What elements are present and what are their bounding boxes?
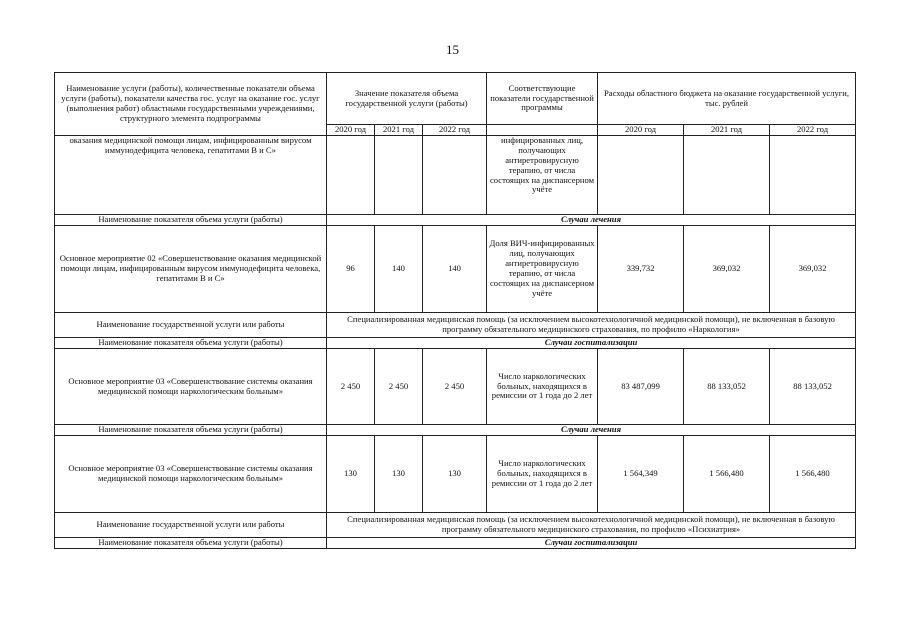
- page-number: 15: [446, 42, 459, 57]
- table-row: [55, 425, 856, 436]
- row-value: Случаи лечения: [327, 215, 856, 226]
- header-program-cell: Соответствующие показатели государственной программы: [487, 73, 598, 125]
- table-row: [55, 136, 856, 215]
- table-row: [55, 538, 856, 549]
- row-value: Специализированная медицинская помощь (за исключением высокотехнологичной медицинской помощи), не включенная в базовую программу обязательного медицинского страхования, по профилю «Наркология»: [327, 313, 856, 338]
- row-label: Наименование государственной услуги или работы: [55, 513, 327, 538]
- expense-cell: [684, 136, 770, 215]
- row-label: Наименование показателя объема услуги (работы): [55, 425, 327, 436]
- activity-name-cell: Основное мероприятие 02 «Совершенствование оказания медицинской помощи лицам, инфицированным вирусом иммунодефицита человека, гепатитами В и С»: [55, 226, 327, 313]
- table-row: [55, 313, 856, 338]
- program-indicator-cell: Число наркологических больных, находящихся в ремиссии от 1 года до 2 лет: [487, 349, 598, 425]
- value-cell: 130: [375, 436, 423, 513]
- expense-cell: [598, 136, 684, 215]
- expense-cell: 1 566,480: [770, 436, 856, 513]
- expense-year-2021: 2021 год: [684, 125, 770, 136]
- table-row: [55, 513, 856, 538]
- expense-cell: 83 487,099: [598, 349, 684, 425]
- activity-name-cell: Основное мероприятие 03 «Совершенствование системы оказания медицинской помощи наркологическим больным»: [55, 436, 327, 513]
- table-row: [55, 226, 856, 313]
- expense-cell: 88 133,052: [770, 349, 856, 425]
- budget-table: [54, 72, 856, 549]
- row-value: Специализированная медицинская помощь (за исключением высокотехнологичной медицинской помощи), не включенная в базовую программу обязательного медицинского страхования, по профилю «Психиатрия»: [327, 513, 856, 538]
- value-cell: 130: [327, 436, 375, 513]
- value-cell: 140: [375, 226, 423, 313]
- activity-name-cell: Основное мероприятие 03 «Совершенствование системы оказания медицинской помощи наркологическим больным»: [55, 349, 327, 425]
- row-label: Наименование показателя объема услуги (работы): [55, 338, 327, 349]
- program-indicator-cell: Доля ВИЧ-инфицированных лиц, получающих антиретровирусную терапию, от числа состоящих на диспансерном учёте: [487, 226, 598, 313]
- row-value: Случаи лечения: [327, 425, 856, 436]
- volume-year-2022: 2022 год: [423, 125, 487, 136]
- program-indicator-cell: инфицированных лиц, получающих антиретровирусную терапию, от числа состоящих на диспансерном учёте: [487, 136, 598, 215]
- header-volume-cell: Значение показателя объема государственной услуги (работы): [327, 73, 487, 125]
- row-label: Наименование показателя объема услуги (работы): [55, 538, 327, 549]
- table-row: [55, 436, 856, 513]
- row-value: Случаи госпитализации: [327, 338, 856, 349]
- value-cell: 140: [423, 226, 487, 313]
- activity-name-cell: оказания медицинской помощи лицам, инфицированным вирусом иммунодефицита человека, гепатитами В и С»: [55, 136, 327, 215]
- row-label: Наименование показателя объема услуги (работы): [55, 215, 327, 226]
- row-value: Случаи госпитализации: [327, 538, 856, 549]
- value-cell: [423, 136, 487, 215]
- expense-cell: 339,732: [598, 226, 684, 313]
- expense-cell: 1 566,480: [684, 436, 770, 513]
- volume-year-2021: 2021 год: [375, 125, 423, 136]
- expense-cell: [770, 136, 856, 215]
- table-row: [55, 338, 856, 349]
- value-cell: [375, 136, 423, 215]
- expense-year-2022: 2022 год: [770, 125, 856, 136]
- table-row: [55, 349, 856, 425]
- row-label: Наименование государственной услуги или работы: [55, 313, 327, 338]
- program-year-blank: [487, 125, 598, 136]
- expense-cell: 1 564,349: [598, 436, 684, 513]
- table-row: [55, 215, 856, 226]
- program-indicator-cell: Число наркологических больных, находящихся в ремиссии от 1 года до 2 лет: [487, 436, 598, 513]
- header-row: [55, 73, 856, 125]
- header-expense-cell: Расходы областного бюджета на оказание государственной услуги, тыс. рублей: [598, 73, 856, 125]
- value-cell: 2 450: [423, 349, 487, 425]
- expense-cell: 369,032: [770, 226, 856, 313]
- volume-year-2020: 2020 год: [327, 125, 375, 136]
- value-cell: [327, 136, 375, 215]
- expense-year-2020: 2020 год: [598, 125, 684, 136]
- value-cell: 130: [423, 436, 487, 513]
- header-name-cell: Наименование услуги (работы), количественные показатели объема услуги (работы), показатели качества гос. услуг на оказание гос. услуг (выполнения работ) областными государственными учреждениями, структурного элемента подпрограммы: [55, 73, 327, 136]
- expense-cell: 369,032: [684, 226, 770, 313]
- value-cell: 2 450: [327, 349, 375, 425]
- value-cell: 96: [327, 226, 375, 313]
- expense-cell: 88 133,052: [684, 349, 770, 425]
- value-cell: 2 450: [375, 349, 423, 425]
